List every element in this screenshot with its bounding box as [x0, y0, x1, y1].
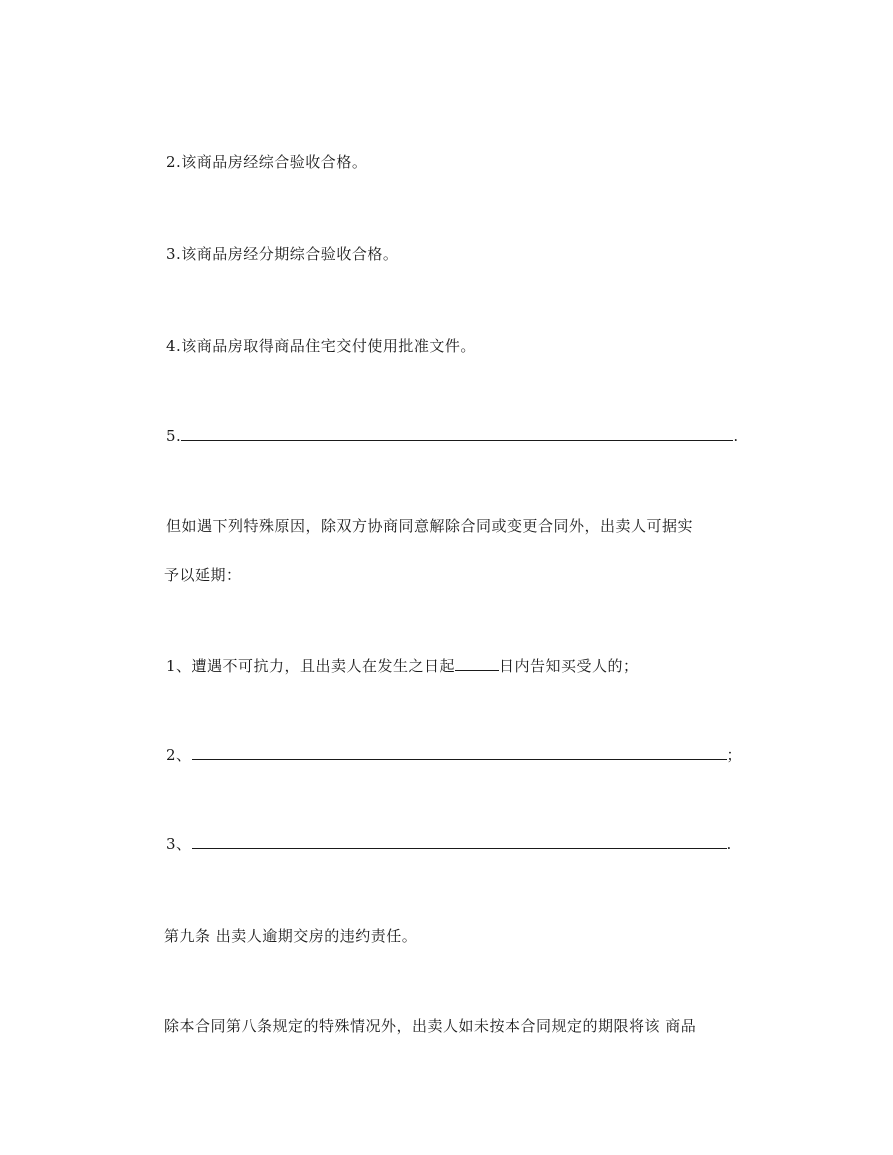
clause-item-2-text: 2.该商品房经综合验收合格。 — [166, 153, 368, 171]
delay-reason-1-prefix: 1、遭遇不可抗力，且出卖人在发生之日起 — [166, 657, 456, 675]
article-9-title: 第九条 出卖人逾期交房的违约责任。 — [164, 927, 418, 945]
clause-item-5-prefix: 5. — [166, 427, 182, 445]
delay-reason-2-prefix: 2、 — [166, 746, 192, 764]
article-9-paragraph — [164, 1015, 696, 1037]
delay-reason-1-suffix: 日内告知买受人的； — [499, 657, 639, 675]
article-9-heading — [164, 925, 417, 947]
article-9-paragraph-text: 除本合同第八条规定的特殊情况外，出卖人如未按本合同规定的期限将该 商品 — [164, 1017, 697, 1035]
clause-item-4-text: 4.该商品房取得商品住宅交付使用批准文件。 — [166, 337, 476, 355]
clause-item-5-suffix: . — [733, 427, 739, 445]
clause-item-3 — [166, 243, 398, 265]
delay-reason-3-prefix: 3、 — [166, 835, 192, 853]
days-blank[interactable] — [455, 656, 499, 671]
delay-reason-3-suffix: . — [726, 835, 732, 853]
delay-reason-2 — [166, 744, 742, 766]
clause-item-2 — [166, 151, 367, 173]
delay-reason-1 — [166, 655, 639, 677]
delay-paragraph-text2: 予以延期： — [164, 566, 242, 584]
clause-item-4 — [166, 335, 476, 357]
delay-paragraph-text1: 但如遇下列特殊原因，除双方协商同意解除合同或变更合同外，出卖人可据实 — [166, 517, 694, 535]
clause-item-5 — [166, 425, 739, 447]
fill-in-blank[interactable] — [181, 426, 733, 441]
delay-reason-2-suffix: ； — [726, 746, 743, 764]
delay-reason-3 — [166, 833, 732, 855]
fill-in-blank[interactable] — [192, 745, 727, 760]
clause-item-3-text: 3.该商品房经分期综合验收合格。 — [166, 245, 399, 263]
delay-paragraph-line2 — [164, 564, 242, 586]
delay-paragraph-line1 — [166, 515, 693, 537]
fill-in-blank[interactable] — [192, 834, 727, 849]
